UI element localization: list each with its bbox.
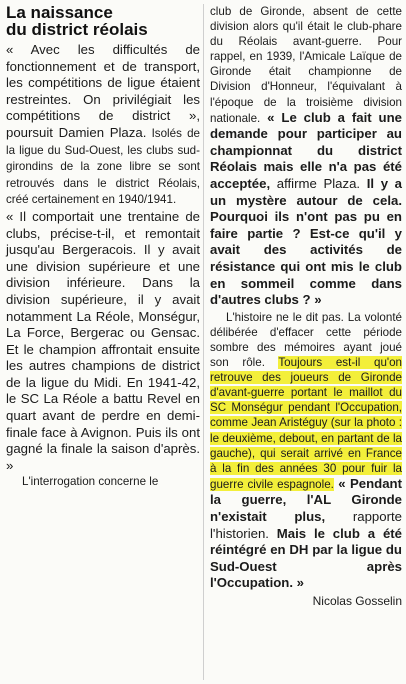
left-p1-text: « Avec les difficultés de fonctionnement et de transport, les compétitions de ligue étaient restreintes. On privilégiait les compétitions de district », poursuit Damien Plaza. [6,42,200,140]
left-p1-small-text: Isolés de la ligue du Sud-Ouest, les clubs sud-girondins de la zone libre se sont retrouvés dans le district Réolais, créé certainement en 1940/1941. [6,126,200,207]
article-title [6,4,200,38]
right-p1-bold2: Il y a un mystère autour de cela. Pourquoi ils n'ont pas pu en faire partie ? Est-ce qu'il y avait des activités de résistance qui ont mis le club en sommeil comme dans d'autres clubs ? » [210,176,402,308]
right-p2-bold2: Mais le club a été réintégré en DH par la ligue du Sud-Ouest après l'Occupation. » [210,525,402,591]
left-column [6,4,200,490]
column-divider [203,4,204,680]
right-p1-bold: « Le club a fait une demande pour participer au championnat du district Réolais mais elle n'a pas été acceptée, [210,109,402,192]
right-p1-tail: affirme Plaza. [270,176,361,192]
right-p2-tail: rapporte l'historien. [210,509,402,541]
right-p1-text: club de Gironde, absent de cette division alors qu'il était le club-phare du Réolais avant-guerre. Pour rappel, en 1939, l'Amicale Laïque de Gironde était championne de Division d'Honneur, l'équivalant à l'époque de la troisième division nationale. [210,5,402,125]
right-p2-bold: « Pendant la guerre, l'AL Gironde n'existait plus, [210,475,402,524]
author-signature: Nicolas Gosselin [312,593,402,608]
highlighted-passage: Toujours est-il qu'on retrouve des joueurs de Gironde d'avant-guerre portant le maillot du SC Monségur pendant l'Occupation, comme Jean Aristéguy (sur la photo : le deuxième, debout, en partant de la gauche), qui serait arrivé en France à la fin des années 30 pour fuir la guerre civile espagnole. [210,356,403,491]
right-column [210,4,402,609]
right-p2-text: L'histoire ne le dit pas. La volonté délibérée d'effacer cette période sombre des mémoires ayant joué son rôle. [210,310,402,370]
title-line-2: du district réolais [6,20,148,39]
left-paragraph-2: « Il comportait une trentaine de clubs, précise-t-il, et remontait jusqu'au Bergeracois. Il y avait une division supérieure et une division inférieure. Dans la division supérieure, il y avait notamment La Réole, Monségur, La Force, Bergerac ou Gensac. Et le champion affrontait ensuite les autres champions de district de la ligue du Midi. En 1941-42, le SC La Réole a battu Revel en quart avant de perdre en demi-finale face à Avignon. Puis ils ont gagné la finale la saison d'après. » [6,208,200,473]
left-paragraph-3: L'interrogation concerne le [22,475,159,489]
right-paragraph-1 [210,4,402,309]
left-paragraph-1 [6,42,200,208]
right-paragraph-2 [210,310,402,592]
title-line-1: La naissance [6,3,113,22]
